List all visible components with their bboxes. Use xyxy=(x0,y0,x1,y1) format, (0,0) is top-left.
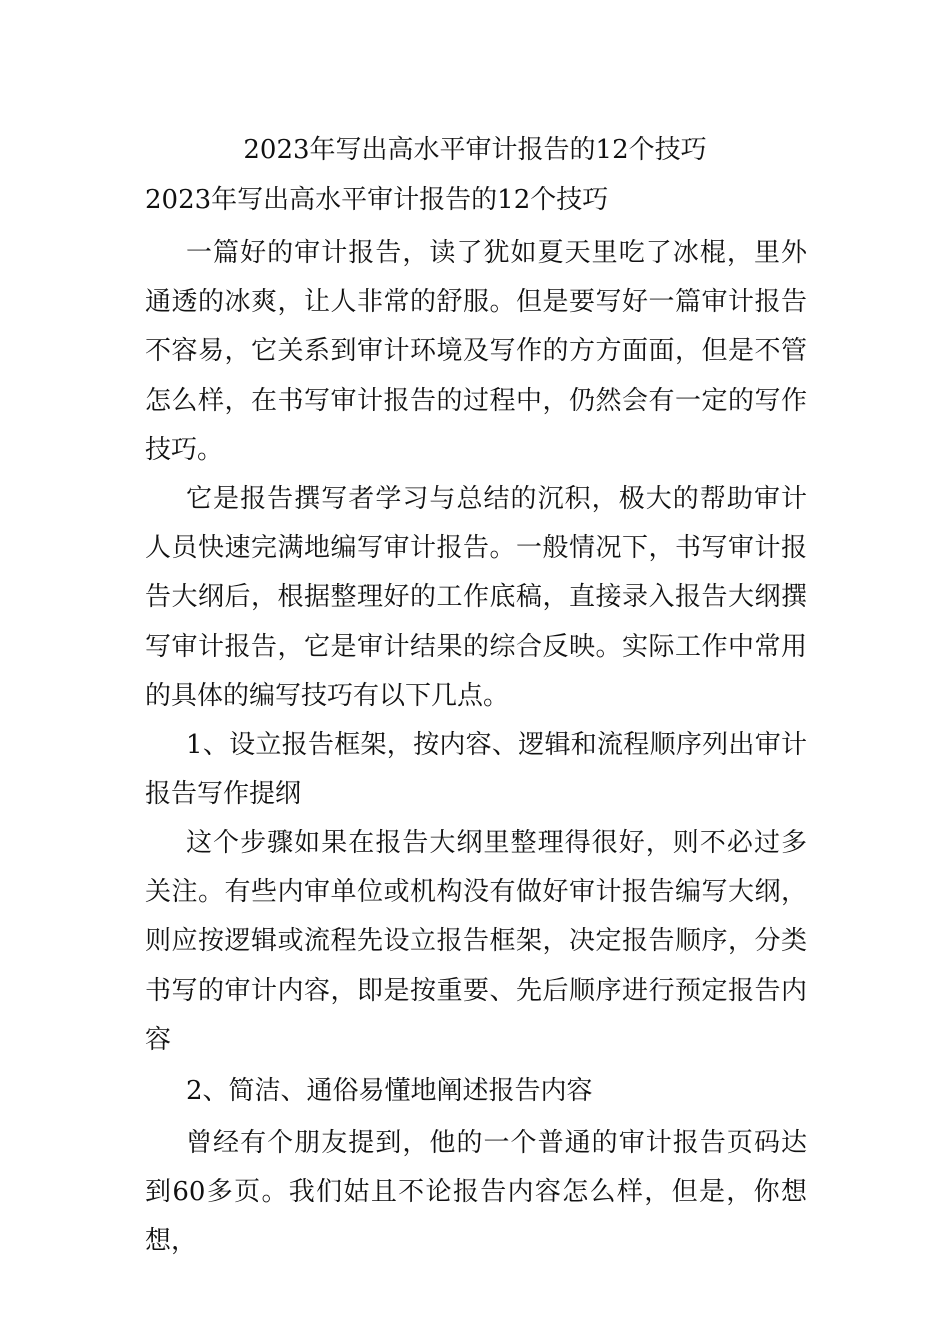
paragraph-section-2: 曾经有个朋友提到，他的一个普通的审计报告页码达到60多页。我们姑且不论报告内容怎么样，但是，你想想， xyxy=(145,1128,807,1257)
paragraph-section-1: 这个步骤如果在报告大纲里整理得很好，则不必过多关注。有些内审单位或机构没有做好审计报告编写大纲，则应按逻辑或流程先设立报告框架，决定报告顺序，分类书写的审计内容，即是按重要、先后顺序进行预定报告内容 xyxy=(145,828,807,1055)
document-title: 2023年写出高水平审计报告的12个技巧 xyxy=(243,135,707,165)
paragraph-background: 它是报告撰写者学习与总结的沉积，极大的帮助审计人员快速完满地编写审计报告。一般情况下，书写审计报告大纲后，根据整理好的工作底稿，直接录入报告大纲撰写审计报告，它是审计结果的综合反映。实际工作中常用的具体的编写技巧有以下几点。 xyxy=(145,484,807,711)
paragraph-intro: 一篇好的审计报告，读了犹如夏天里吃了冰棍，里外通透的冰爽，让人非常的舒服。但是要写好一篇审计报告不容易，它关系到审计环境及写作的方方面面，但是不管怎么样，在书写审计报告的过程中，仍然会有一定的写作技巧。 xyxy=(145,238,807,465)
section-heading-2: 2、简洁、通俗易懂地阐述报告内容 xyxy=(186,1076,593,1106)
document-subtitle: 2023年写出高水平审计报告的12个技巧 xyxy=(145,185,609,215)
section-heading-1: 1、设立报告框架，按内容、逻辑和流程顺序列出审计报告写作提纲 xyxy=(145,730,807,810)
